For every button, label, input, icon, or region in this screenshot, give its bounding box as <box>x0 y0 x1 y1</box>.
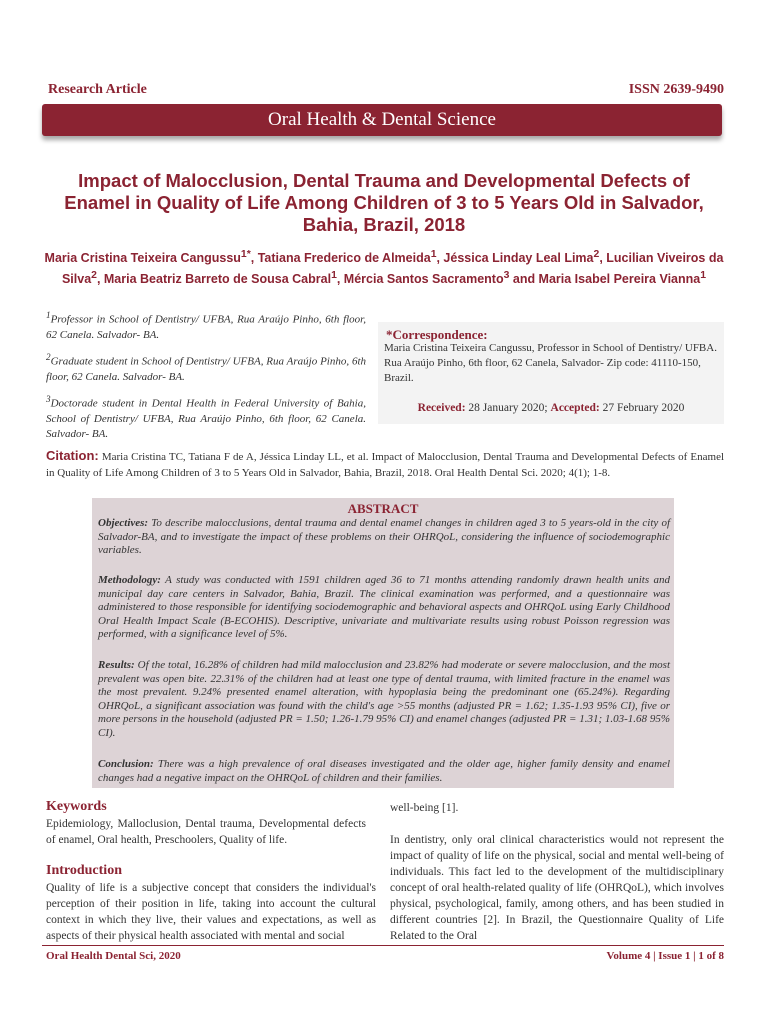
citation-text: Maria Cristina TC, Tatiana F de A, Jéssica Linday LL, et al. Impact of Malocclusion, Dental Trauma and Developmental Defects of Enamel in Quality of Life Among Children of 3 to 5 Years Old in Salvador, Bahia, Brazil, 2018. Oral Health Dental Sci. 2020; 4(1); 1-8. <box>46 451 725 479</box>
author-sup: 1* <box>240 249 251 260</box>
citation-label: Citation: <box>46 448 99 463</box>
accepted-label: Accepted: <box>550 402 600 414</box>
author-sup: 1 <box>331 270 337 282</box>
conclusion-label: Conclusion: <box>98 758 154 770</box>
affiliation-2 <box>46 350 366 385</box>
footer-journal: Oral Health Dental Sci, 2020 <box>46 950 181 962</box>
affiliation-sup: 1 <box>46 310 51 320</box>
citation <box>46 448 724 481</box>
abstract-box <box>92 498 674 788</box>
received-label: Received: <box>417 402 466 414</box>
correspondence-heading: *Correspondence: <box>386 327 488 342</box>
footer-page: Volume 4 | Issue 1 | 1 of 8 <box>606 950 724 962</box>
author-name: , Maria Beatriz Barreto de Sousa Cabral <box>96 272 332 287</box>
issn: ISSN 2639-9490 <box>628 82 724 97</box>
dates <box>378 402 724 414</box>
author-name: , Tatiana Frederico de Almeida <box>250 251 431 266</box>
author-name: , Mércia Santos Sacramento <box>336 272 504 287</box>
body-paragraph-2: In dentistry, only oral clinical characteristics would not represent the impact of quality of life on the physical, social and mental well-being of individuals. This fact led to the development of the multidisciplinary concept of oral health-related quality of life (OHRQoL), which involves physical, psychological, family, among others, and has been studied in different countries [2]. In Brazil, the Questionnaire Quality of Life Related to the Oral <box>390 834 724 942</box>
affiliation-text: Professor in School of Dentistry/ UFBA, Rua Araújo Pinho, 6th floor, 62 Canela. Salvador- BA. <box>46 313 366 341</box>
affiliation-text: Graduate student in School of Dentistry/ UFBA, Rua Araújo Pinho, 6th floor, 62 Canela. Salvador- BA. <box>46 355 366 383</box>
affiliation-sup: 3 <box>46 394 51 404</box>
objectives-text: To describe malocclusions, dental trauma and dental enamel changes in children aged 3 to 5 years-old in the city of Salvador-BA, and to investigate the impact of these problems on their OHRQoL, considering the influence of sociodemographic variables. <box>98 517 671 556</box>
author-sup: 3 <box>503 270 510 282</box>
footer-divider <box>42 945 724 946</box>
article-title: Impact of Malocclusion, Dental Trauma and Developmental Defects of Enamel in Quality of Life Among Children of 3 to 5 Years Old in Salvador, Bahia, Brazil, 2018 <box>64 170 704 235</box>
affiliation-text: Doctorade student in Dental Health in Federal University of Bahia, School of Dentistry/ UFBA, Rua Araújo Pinho, 6th floor, 62 Canela. Salvador- BA. <box>46 397 366 440</box>
author-name: , Jéssica Linday Leal Lima <box>436 251 594 266</box>
accepted-date: 27 February 2020 <box>602 402 685 414</box>
keywords-text: Epidemiology, Malloclusion, Dental trauma, Developmental defects of enamel, Oral health, Preschoolers, Quality of life. <box>46 818 366 846</box>
abstract-objectives <box>98 517 670 558</box>
journal-banner <box>42 104 722 136</box>
abstract-methodology <box>98 574 670 642</box>
author-sup: 2 <box>593 249 600 260</box>
introduction-text: Quality of life is a subjective concept that considers the individual's perception of their position in life, taking into account the cultural context in which they live, their values and expectations, as well as aspects of their physical health associated with mental and social <box>46 882 376 942</box>
received-date: 28 January 2020; <box>468 402 548 414</box>
author-sup: 1 <box>700 270 707 282</box>
correspondence-text: Maria Cristina Teixeira Cangussu, Professor in School of Dentistry/ UFBA. Rua Araújo Pinho, 6th floor, 62 Canela, Salvador- Zip code: 41110-150, Brazil. <box>384 342 717 384</box>
abstract-results <box>98 659 670 740</box>
affiliation-3 <box>46 392 366 442</box>
correspondence-box <box>378 322 724 424</box>
author-list <box>40 246 728 288</box>
journal-name: Oral Health & Dental Science <box>268 109 496 130</box>
methodology-label: Methodology: <box>98 574 161 586</box>
author-sup: 1 <box>430 249 437 260</box>
abstract-conclusion <box>98 758 670 785</box>
results-text: Of the total, 16.28% of children had mild malocclusion and 23.82% had moderate or severe malocclusion, and the most prevalent was open bite. 22.31% of the children had at least one type of dental trauma, with limited fracture in the enamel was the most prevalent. 9.24% presented enamel alteration, with hypoplasia being the predominant one (65.24%). Regarding OHRQoL, a significant association was found with the child's age >55 months (adjusted PR = 1.62; 1.35-1.93 95% CI), five or more persons in the household (adjusted PR = 1.50; 1.26-1.79 95% CI) and enamel changes (adjusted PR = 1.31; 1.03-1.68 95% CI). <box>98 659 671 739</box>
author-sup: 2 <box>91 270 97 282</box>
body-paragraph-1: well-being [1]. <box>390 802 459 814</box>
introduction-heading: Introduction <box>46 863 122 878</box>
author-name: Maria Cristina Teixeira Cangussu <box>44 251 241 266</box>
results-label: Results: <box>98 659 135 671</box>
conclusion-text: There was a high prevalence of oral diseases investigated and the older age, higher family density and enamel changes had a negative impact on the OHRQoL of children and their families. <box>98 758 671 784</box>
keywords-heading: Keywords <box>46 799 107 814</box>
author-name: , Lucilian Viveiros da Silva <box>61 251 724 287</box>
article-type: Research Article <box>48 82 147 97</box>
abstract-heading: ABSTRACT <box>347 501 419 516</box>
objectives-label: Objectives: <box>98 517 149 529</box>
author-name: and Maria Isabel Pereira Vianna <box>509 272 701 287</box>
affiliation-sup: 2 <box>46 352 51 362</box>
affiliation-1 <box>46 308 366 343</box>
methodology-text: A study was conducted with 1591 children aged 36 to 71 months attending randomly drawn health units and municipal day care centers in Salvador, Bahia, Brazil. The clinical examination was performed, and a questionnaire was administered to those responsible for identifying sociodemographic and behavioral aspects and OHRQoL using Early Childhood Oral Health Impact Scale (B-ECOHIS). Descriptive, univariate and multivariate results using robust Poisson regression was performed, with a significance level of 5%. <box>98 574 670 640</box>
